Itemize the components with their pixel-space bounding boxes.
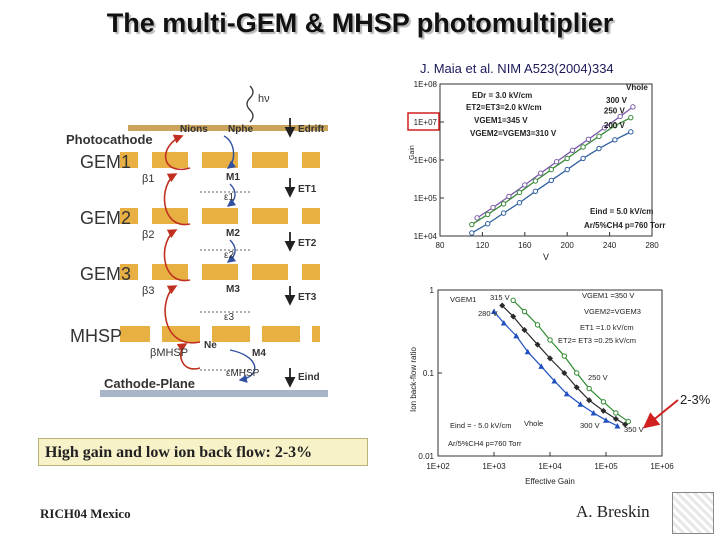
data-point [597, 146, 601, 150]
y-tick-label: 0.01 [418, 452, 434, 461]
ion-backflow-chart [404, 282, 674, 492]
data-point [554, 160, 558, 164]
data-point [486, 212, 490, 216]
label-hv: hν [258, 93, 270, 105]
label-eps1: ε1 [224, 192, 235, 203]
x-tick-label: 200 [560, 241, 574, 250]
label-eind: Eind [298, 372, 320, 383]
data-point [631, 105, 635, 109]
label-m4: M4 [252, 348, 266, 359]
data-point [570, 148, 574, 152]
data-point [533, 179, 537, 183]
x-axis-label: Effective Gain [525, 477, 575, 486]
chart-annotation: VGEM1 [450, 295, 477, 304]
label-eps-mhsp: εMHSP [226, 368, 260, 379]
data-point [565, 156, 569, 160]
data-point [501, 202, 505, 206]
label-et2: ET2 [298, 238, 317, 249]
chart-annotation: 280 V [478, 309, 498, 318]
gem1-plate [120, 152, 320, 168]
y-axis-label: Gain [409, 145, 416, 160]
label-nions: Nions [180, 124, 208, 135]
data-point [575, 371, 579, 375]
data-point [601, 400, 605, 404]
data-point [533, 189, 537, 193]
chart-annotation: ET2= ET3 =0.25 kV/cm [558, 336, 636, 345]
chart-annotation: EDr = 3.0 kV/cm [472, 91, 533, 100]
data-point [586, 137, 590, 141]
x-axis-label: V [542, 252, 550, 262]
data-point [587, 386, 591, 390]
x-tick-label: 1E+03 [482, 462, 506, 471]
x-tick-label: 240 [602, 241, 617, 250]
label-photocathode: Photocathode [66, 132, 153, 147]
chart-annotation: 300 V [580, 421, 600, 430]
label-gem1: GEM1 [80, 152, 132, 172]
y-tick-label: 1E+06 [413, 156, 437, 165]
data-point [517, 190, 521, 194]
x-tick-label: 1E+02 [426, 462, 450, 471]
y-tick-label: 1E+08 [413, 80, 437, 89]
label-m1: M1 [226, 172, 240, 183]
data-point [581, 156, 585, 160]
series-label: 300 V [606, 95, 627, 105]
chart-annotation: Vhole [524, 419, 544, 428]
chart-annotation: ET2=ET3=2.0 kV/cm [466, 103, 542, 112]
gain-chart [404, 76, 666, 272]
photon-wave [247, 86, 253, 122]
footer-conference: RICH04 Mexico [40, 506, 131, 521]
footer-author: A. Breskin [576, 502, 650, 521]
chart-annotation: VGEM2=VGEM3 [584, 307, 641, 316]
label-gem2: GEM2 [80, 208, 132, 228]
label-beta2: β2 [142, 229, 155, 241]
data-point [548, 338, 552, 342]
chart-annotation: Ar/5%CH4 p=760 Torr [448, 439, 522, 448]
label-edrift: Edrift [298, 124, 325, 135]
chart-annotation: Vhole [626, 83, 648, 92]
institution-logo [672, 492, 714, 534]
label-cathode-plane: Cathode-Plane [104, 376, 196, 391]
data-point [523, 183, 527, 187]
label-m3: M3 [226, 284, 240, 295]
data-point [522, 309, 526, 313]
label-eps2: ε2 [224, 250, 235, 261]
data-point [470, 222, 474, 226]
data-point [535, 323, 539, 327]
label-et3: ET3 [298, 292, 317, 303]
x-tick-label: 80 [435, 241, 445, 250]
label-gem3: GEM3 [80, 264, 132, 284]
data-point [539, 171, 543, 175]
data-point [629, 115, 633, 119]
label-et1: ET1 [298, 184, 317, 195]
series-label: 250 V [603, 106, 625, 116]
label-mhsp: MHSP [70, 326, 123, 346]
y-tick-label: 1E+04 [413, 232, 437, 241]
mhsp-plate [120, 326, 320, 342]
detector-schematic [0, 80, 330, 410]
data-point [597, 134, 601, 138]
data-point [565, 167, 569, 171]
reference-citation: J. Maia et al. NIM A523(2004)334 [420, 61, 614, 76]
chart-annotation: VGEM1 =350 V [582, 291, 635, 300]
x-tick-label: 1E+04 [538, 462, 562, 471]
cathode-plane-plate [100, 390, 328, 397]
data-point [549, 178, 553, 182]
chart-annotation: Eind = - 5.0 kV/cm [450, 421, 512, 430]
label-nphe: Nphe [228, 124, 253, 135]
x-tick-label: 160 [518, 241, 532, 250]
label-m2: M2 [226, 228, 240, 239]
gem2-plate [120, 208, 320, 224]
chart-annotation: Eind = 5.0 kV/cm [590, 207, 654, 216]
chart-annotation: VGEM2=VGEM3=310 V [470, 129, 557, 138]
data-point [511, 298, 515, 302]
gem3-plate [120, 264, 320, 280]
data-point [562, 354, 566, 358]
label-beta-mhsp: βMHSP [150, 347, 189, 359]
data-point [614, 411, 618, 415]
y-tick-label: 1E+07 [413, 118, 437, 127]
data-point [613, 138, 617, 142]
callout-arrow [620, 396, 684, 436]
data-point [581, 145, 585, 149]
data-point [501, 211, 505, 215]
chart-annotation: VGEM1=345 V [474, 116, 528, 125]
chart-annotation: Ar/5%CH4 p=760 Torr [584, 221, 666, 230]
data-point [470, 231, 474, 235]
data-point [507, 194, 511, 198]
data-point [517, 201, 521, 205]
x-tick-label: 280 [645, 241, 659, 250]
label-ne: Ne [204, 340, 217, 351]
y-tick-label: 1E+05 [413, 194, 437, 203]
ibf-callout-label: 2-3% [680, 392, 711, 407]
y-axis-label: Ion back-flow ratio [409, 347, 418, 412]
chart-annotation: 315 V [490, 293, 510, 302]
gain-statement: High gain and low ion back flow: 2-3% [38, 438, 368, 466]
data-point [629, 130, 633, 134]
x-tick-label: 1E+06 [650, 462, 674, 471]
slide-title: The multi-GEM & MHSP photomultiplier [106, 8, 614, 38]
data-point [486, 222, 490, 226]
label-beta3: β3 [142, 285, 155, 297]
label-beta1: β1 [142, 173, 155, 185]
y-tick-label: 1 [429, 286, 434, 295]
label-eps3: ε3 [224, 312, 235, 323]
series-label: 200 V [603, 120, 625, 130]
data-point [475, 216, 479, 220]
x-tick-label: 120 [475, 241, 490, 250]
data-point [549, 167, 553, 171]
x-tick-label: 1E+05 [594, 462, 618, 471]
chart-annotation: 350 V [624, 425, 644, 434]
chart-annotation: ET1 =1.0 kV/cm [580, 323, 634, 332]
chart-annotation: 250 V [588, 373, 608, 382]
y-tick-label: 0.1 [422, 369, 434, 378]
